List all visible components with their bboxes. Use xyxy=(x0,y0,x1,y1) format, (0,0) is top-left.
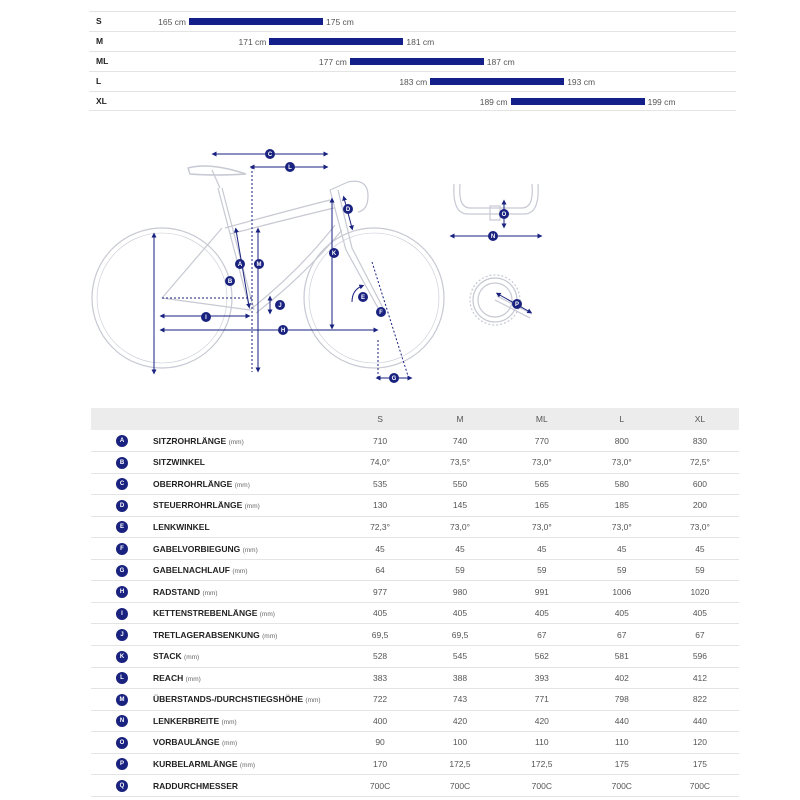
size-label: XL xyxy=(96,96,107,106)
value-cell: 980 xyxy=(452,586,468,597)
size-row xyxy=(89,51,736,71)
code-badge: Q xyxy=(116,780,128,792)
value-cell: 550 xyxy=(452,478,468,489)
table-row xyxy=(91,689,739,711)
dimension-badge-f xyxy=(376,307,386,317)
value-cell: 700C xyxy=(449,780,471,791)
value-cell: 600 xyxy=(692,478,708,489)
parameter-name: SITZWINKEL xyxy=(153,457,205,468)
svg-text:N: N xyxy=(490,234,496,241)
value-cell: 67 xyxy=(617,629,627,640)
value-cell: 440 xyxy=(614,715,629,726)
value-cell: 45 xyxy=(537,543,547,554)
code-cell xyxy=(91,667,153,689)
dimension-badge-g xyxy=(389,373,399,383)
svg-text:E: E xyxy=(360,295,366,302)
parameter-cell xyxy=(153,689,341,711)
parameter-unit: (mm) xyxy=(202,589,218,597)
value-cell: 743 xyxy=(452,694,468,705)
parameter-unit: (mm) xyxy=(244,503,260,511)
value-cell: 1020 xyxy=(690,586,710,597)
size-row xyxy=(89,91,736,111)
code-cell xyxy=(91,581,153,603)
range-max-label: 193 cm xyxy=(567,77,596,87)
svg-text:F: F xyxy=(379,310,383,317)
size-label: ML xyxy=(96,56,109,66)
code-badge: H xyxy=(116,586,128,598)
range-min-label: 189 cm xyxy=(479,97,508,107)
code-cell xyxy=(91,645,153,667)
value-cell: 700C xyxy=(531,780,552,791)
code-badge: F xyxy=(116,543,128,555)
bike-outline xyxy=(92,166,444,368)
value-cell: 1006 xyxy=(612,586,632,597)
parameter-cell xyxy=(153,581,341,603)
size-label: S xyxy=(96,16,102,26)
dimension-badge-o xyxy=(499,209,509,219)
table-row xyxy=(91,624,739,646)
code-cell xyxy=(91,473,153,495)
value-cell: 405 xyxy=(372,608,388,619)
svg-text:L: L xyxy=(288,165,292,172)
parameter-name: VORBAULÄNGE xyxy=(153,737,220,748)
svg-text:C: C xyxy=(267,152,273,159)
parameter-unit: (mm) xyxy=(305,697,321,705)
value-cell: 73,0° xyxy=(450,521,470,532)
range-min-label: 171 cm xyxy=(238,37,267,47)
code-cell xyxy=(91,559,153,581)
range-min-label: 183 cm xyxy=(399,77,428,87)
parameter-unit: (mm) xyxy=(234,481,250,489)
parameter-cell xyxy=(153,559,341,581)
value-cell: 740 xyxy=(452,435,468,446)
parameter-name: TRETLAGERABSENKUNG xyxy=(153,629,260,640)
dimension-badge-j xyxy=(275,300,285,310)
svg-text:O: O xyxy=(501,212,507,219)
size-row xyxy=(89,11,736,31)
value-cell: 67 xyxy=(537,629,547,640)
header-size-xl: XL xyxy=(694,414,706,424)
value-cell: 770 xyxy=(534,435,549,446)
code-badge: D xyxy=(116,500,128,512)
parameter-unit: (mm) xyxy=(221,740,238,748)
value-cell: 185 xyxy=(614,500,629,511)
value-cell: 822 xyxy=(692,694,708,705)
value-cell: 59 xyxy=(695,565,705,576)
value-cell: 977 xyxy=(372,586,388,597)
value-cell: 110 xyxy=(535,737,549,748)
code-cell xyxy=(91,710,153,732)
parameter-name: LENKWINKEL xyxy=(153,521,210,532)
code-badge: O xyxy=(116,737,128,749)
range-max-label: 199 cm xyxy=(647,97,676,107)
code-badge: P xyxy=(116,758,128,770)
parameter-cell xyxy=(153,538,341,560)
parameter-cell xyxy=(153,430,341,452)
header-size-s: S xyxy=(377,414,383,424)
table-row xyxy=(91,602,739,624)
value-cell: 72,5° xyxy=(689,457,710,468)
svg-text:J: J xyxy=(278,303,282,310)
parameter-name: RADDURCHMESSER xyxy=(153,780,239,791)
table-row xyxy=(91,753,739,775)
dimension-badge-l xyxy=(285,162,295,172)
value-cell: 170 xyxy=(372,758,388,769)
parameter-unit: (mm) xyxy=(221,718,237,726)
parameter-unit: (mm) xyxy=(262,632,278,640)
code-cell xyxy=(91,538,153,560)
value-cell: 393 xyxy=(534,672,549,683)
code-badge: K xyxy=(116,651,128,663)
code-cell xyxy=(91,689,153,711)
size-chart xyxy=(89,11,736,111)
value-cell: 73,0° xyxy=(611,457,632,468)
svg-text:D: D xyxy=(345,207,351,214)
value-cell: 45 xyxy=(455,543,465,554)
height-range-bar xyxy=(269,38,403,45)
value-cell: 175 xyxy=(614,758,629,769)
parameter-cell xyxy=(153,602,341,624)
header-parameter xyxy=(153,408,341,430)
size-row xyxy=(89,31,736,51)
code-badge: E xyxy=(116,521,128,533)
code-badge: M xyxy=(116,694,128,706)
dimension-badge-e xyxy=(358,292,368,302)
header-size-ml: ML xyxy=(535,414,548,424)
value-cell: 73,5° xyxy=(450,457,470,468)
size-label: L xyxy=(96,76,102,86)
value-cell: 120 xyxy=(692,737,708,748)
parameter-name: REACH xyxy=(153,672,184,683)
value-cell: 420 xyxy=(534,715,549,726)
value-cell: 405 xyxy=(692,608,708,619)
dimension-badge-c xyxy=(265,149,275,159)
parameter-cell xyxy=(153,473,341,495)
value-cell: 175 xyxy=(692,758,708,769)
dimension-badge-p xyxy=(512,299,522,309)
table-row xyxy=(91,581,739,603)
handlebar-front-view xyxy=(454,184,538,220)
code-cell xyxy=(91,775,153,797)
svg-text:K: K xyxy=(331,251,337,258)
parameter-unit: (mm) xyxy=(242,546,258,554)
value-cell: 991 xyxy=(534,586,549,597)
parameter-unit: (mm) xyxy=(228,438,244,446)
code-badge: I xyxy=(116,608,128,620)
height-range-bar xyxy=(511,98,645,105)
table-row xyxy=(91,516,739,538)
parameter-cell xyxy=(153,624,341,646)
height-range-bar xyxy=(430,78,564,85)
value-cell: 45 xyxy=(375,543,385,554)
parameter-name: KETTENSTREBENLÄNGE xyxy=(153,608,258,619)
geometry-table xyxy=(91,408,739,797)
parameter-cell xyxy=(153,516,341,538)
header-size-m: M xyxy=(456,414,464,424)
dimension-badge-b xyxy=(225,276,235,286)
value-cell: 73,0° xyxy=(611,521,632,532)
value-cell: 90 xyxy=(375,737,385,748)
svg-text:M: M xyxy=(256,262,262,269)
table-header-row xyxy=(91,408,739,430)
code-cell xyxy=(91,452,153,474)
range-max-label: 181 cm xyxy=(406,37,435,47)
parameter-name: KURBELARMLÄNGE xyxy=(153,758,238,769)
value-cell: 700C xyxy=(369,780,391,791)
value-cell: 412 xyxy=(692,672,708,683)
value-cell: 710 xyxy=(372,435,388,446)
parameter-name: RADSTAND xyxy=(153,586,201,597)
value-cell: 830 xyxy=(692,435,708,446)
parameter-name: GABELVORBIEGUNG xyxy=(153,543,241,554)
parameter-name: OBERROHRLÄNGE xyxy=(153,478,233,489)
parameter-unit: (mm) xyxy=(259,611,275,619)
table-row xyxy=(91,559,739,581)
svg-text:B: B xyxy=(227,279,233,286)
code-cell xyxy=(91,624,153,646)
value-cell: 59 xyxy=(537,565,547,576)
value-cell: 69,5 xyxy=(451,629,469,640)
size-label: M xyxy=(96,36,104,46)
value-cell: 73,0° xyxy=(531,521,552,532)
table-row xyxy=(91,473,739,495)
value-cell: 722 xyxy=(372,694,388,705)
value-cell: 402 xyxy=(614,672,629,683)
code-cell xyxy=(91,732,153,754)
value-cell: 145 xyxy=(452,500,468,511)
parameter-name: ÜBERSTANDS-/DURCHSTIEGSHÖHE xyxy=(153,694,304,705)
height-range-bar xyxy=(350,58,484,65)
code-cell xyxy=(91,430,153,452)
value-cell: 420 xyxy=(452,715,468,726)
parameter-name: STACK xyxy=(153,651,182,662)
parameter-unit: (mm) xyxy=(232,568,248,576)
parameter-cell xyxy=(153,495,341,517)
parameter-unit: (mm) xyxy=(239,761,256,769)
value-cell: 110 xyxy=(615,737,629,748)
parameter-name: SITZROHRLÄNGE xyxy=(153,435,227,446)
code-badge: C xyxy=(116,478,128,490)
dimension-badge-m xyxy=(254,259,264,269)
code-badge: L xyxy=(116,672,128,684)
dimension-badge-a xyxy=(235,259,245,269)
parameter-unit: (mm) xyxy=(185,675,201,683)
code-cell xyxy=(91,753,153,775)
value-cell: 59 xyxy=(455,565,465,576)
value-cell: 64 xyxy=(375,565,385,576)
code-cell xyxy=(91,602,153,624)
dimension-badge-n xyxy=(488,231,498,241)
code-cell xyxy=(91,516,153,538)
value-cell: 172,5 xyxy=(531,758,553,769)
code-badge: B xyxy=(116,457,128,469)
value-cell: 535 xyxy=(372,478,388,489)
parameter-name: LENKERBREITE xyxy=(153,715,220,726)
value-cell: 67 xyxy=(695,629,705,640)
parameter-cell xyxy=(153,452,341,474)
parameter-cell xyxy=(153,732,341,754)
table-row xyxy=(91,452,739,474)
value-cell: 100 xyxy=(452,737,468,748)
table-row xyxy=(91,710,739,732)
crankset-view xyxy=(470,275,532,325)
height-range-bar xyxy=(189,18,323,25)
range-max-label: 187 cm xyxy=(486,57,515,67)
value-cell: 800 xyxy=(614,435,629,446)
size-row xyxy=(89,71,736,91)
value-cell: 73,0° xyxy=(531,457,552,468)
value-cell: 565 xyxy=(534,478,549,489)
code-cell xyxy=(91,495,153,517)
value-cell: 580 xyxy=(614,478,629,489)
parameter-cell xyxy=(153,753,341,775)
parameter-cell xyxy=(153,775,341,797)
value-cell: 771 xyxy=(534,694,549,705)
value-cell: 130 xyxy=(372,500,388,511)
parameter-cell xyxy=(153,710,341,732)
parameter-cell xyxy=(153,667,341,689)
range-min-label: 165 cm xyxy=(158,17,186,27)
svg-text:G: G xyxy=(391,376,397,383)
parameter-cell xyxy=(153,645,341,667)
range-min-label: 177 cm xyxy=(318,57,347,67)
value-cell: 405 xyxy=(614,608,629,619)
value-cell: 73,0° xyxy=(689,521,710,532)
code-badge: N xyxy=(116,715,128,727)
value-cell: 400 xyxy=(372,715,388,726)
parameter-name: STEUERROHRLÄNGE xyxy=(153,500,243,511)
svg-text:P: P xyxy=(514,302,520,309)
value-cell: 59 xyxy=(617,565,627,576)
value-cell: 69,5 xyxy=(371,629,389,640)
geometry-diagram xyxy=(0,130,800,400)
range-max-label: 175 cm xyxy=(326,17,354,27)
dimension-badge-d xyxy=(343,204,353,214)
dimension-badge-i xyxy=(201,312,211,322)
value-cell: 545 xyxy=(452,651,468,662)
value-cell: 405 xyxy=(534,608,549,619)
value-cell: 440 xyxy=(692,715,708,726)
svg-text:A: A xyxy=(237,262,243,269)
header-code xyxy=(91,408,153,430)
dimension-badge-k xyxy=(329,248,339,258)
value-cell: 74,0° xyxy=(370,457,391,468)
dimension-badge-h xyxy=(278,325,288,335)
bike-geometry-drawing xyxy=(0,130,800,400)
value-cell: 45 xyxy=(617,543,627,554)
value-cell: 45 xyxy=(695,543,705,554)
value-cell: 562 xyxy=(534,651,549,662)
dimension-lines xyxy=(154,154,410,378)
value-cell: 383 xyxy=(372,672,388,683)
value-cell: 405 xyxy=(452,608,468,619)
value-cell: 528 xyxy=(372,651,388,662)
table-row xyxy=(91,495,739,517)
value-cell: 700C xyxy=(689,780,711,791)
header-size-l: L xyxy=(619,414,625,424)
parameter-unit: (mm) xyxy=(184,654,200,662)
value-cell: 165 xyxy=(534,500,549,511)
code-badge: J xyxy=(116,629,128,641)
svg-text:H: H xyxy=(280,328,286,335)
code-badge: A xyxy=(116,435,128,447)
value-cell: 172,5 xyxy=(449,758,471,769)
value-cell: 798 xyxy=(614,694,629,705)
value-cell: 388 xyxy=(452,672,468,683)
table-row xyxy=(91,430,739,452)
value-cell: 596 xyxy=(692,651,708,662)
table-row xyxy=(91,538,739,560)
parameter-name: GABELNACHLAUF xyxy=(153,565,230,576)
table-row xyxy=(91,645,739,667)
table-row xyxy=(91,775,739,797)
code-badge: G xyxy=(116,565,128,577)
table-row xyxy=(91,732,739,754)
table-row xyxy=(91,667,739,689)
value-cell: 200 xyxy=(692,500,708,511)
value-cell: 72,3° xyxy=(370,521,391,532)
value-cell: 700C xyxy=(611,780,632,791)
svg-text:I: I xyxy=(205,315,207,322)
value-cell: 581 xyxy=(614,651,629,662)
